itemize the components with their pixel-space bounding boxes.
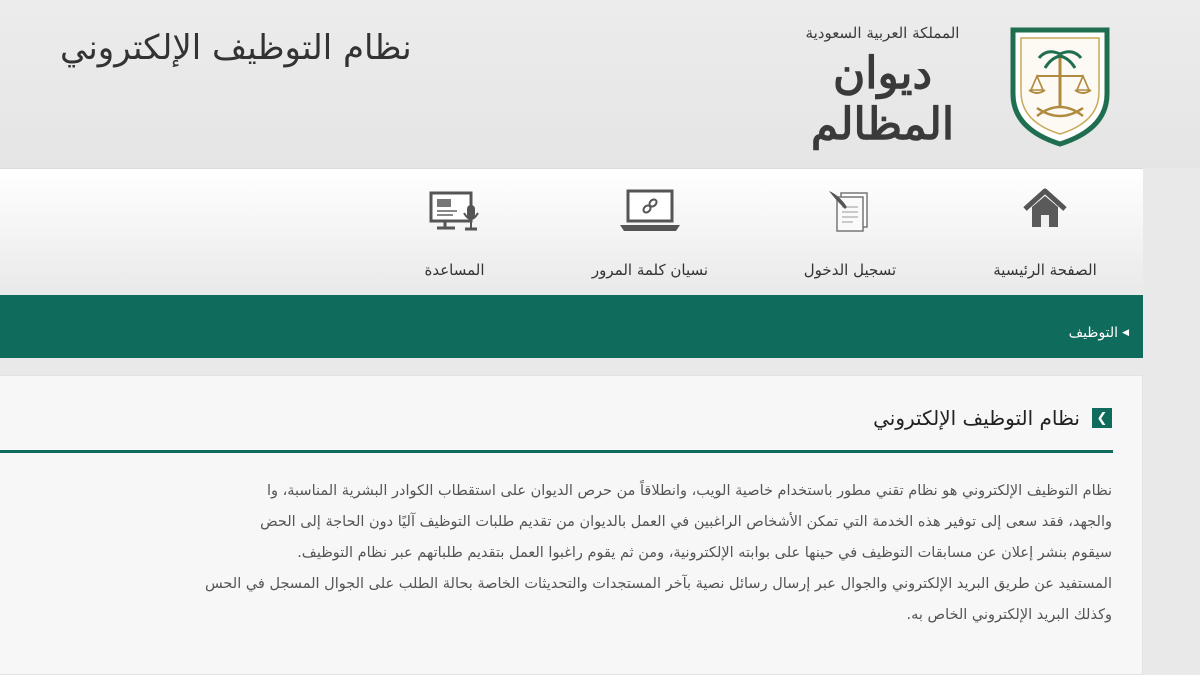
breadcrumb-bar bbox=[0, 295, 1143, 358]
section-title: نظام التوظيف الإلكتروني bbox=[873, 406, 1080, 430]
laptop-link-icon bbox=[618, 187, 682, 233]
site-header bbox=[0, 0, 1200, 168]
heading-divider bbox=[0, 450, 1113, 453]
section-heading bbox=[873, 406, 1112, 430]
chevron-right-icon: ❯ bbox=[1092, 408, 1112, 428]
text-line: والجهد، فقد سعى إلى توفير هذه الخدمة التي تمكن الأشخاص الراغبين في العمل بالديوان من تقديم طلبات التوظيف آليًا دون الحاجة إلى الحض bbox=[260, 514, 1112, 530]
breadcrumb[interactable] bbox=[1069, 325, 1129, 341]
description-text bbox=[0, 476, 1112, 631]
text-line: سيقوم بنشر إعلان عن مسابقات التوظيف في حينها على بوابته الإلكترونية، ومن ثم يقوم راغبوا العمل بتقديم طلباتهم عبر نظام التوظيف. bbox=[297, 545, 1112, 561]
text-line: المستفيد عن طريق البريد الإلكتروني والجوال عبر إرسال رسائل نصية بآخر المستجدات والتحديثات الخاصة بحالة الطلب على الجوال المسجل في الحس bbox=[204, 576, 1112, 592]
nav-item-help[interactable] bbox=[392, 169, 517, 296]
nav-item-label: نسيان كلمة المرور bbox=[591, 261, 709, 279]
logo-small-text: المملكة العربية السعودية bbox=[805, 24, 960, 42]
logo-calligraphy[interactable] bbox=[775, 22, 990, 150]
nav-item-label: تسجيل الدخول bbox=[803, 261, 897, 279]
nav-item-forgot-password[interactable] bbox=[565, 169, 735, 296]
login-document-icon bbox=[825, 187, 875, 237]
breadcrumb-label: التوظيف bbox=[1068, 325, 1119, 341]
nav-item-label: الصفحة الرئيسية bbox=[993, 261, 1097, 279]
main-nav bbox=[0, 168, 1143, 295]
help-monitor-mic-icon bbox=[427, 187, 483, 237]
content-panel bbox=[0, 375, 1143, 675]
text-line: نظام التوظيف الإلكتروني هو نظام تقني مطور باستخدام خاصية الويب، وانطلاقاً من حرص الديوان على استقطاب الكوادر البشرية المناسبة، وا bbox=[266, 483, 1112, 499]
site-title: نظام التوظيف الإلكتروني bbox=[60, 28, 412, 68]
nav-item-home[interactable] bbox=[970, 169, 1120, 296]
home-icon bbox=[1022, 187, 1068, 231]
nav-item-login[interactable] bbox=[775, 169, 925, 296]
logo-big-text: ديوان المظالم bbox=[810, 48, 955, 150]
caret-left-icon: ◀ bbox=[1122, 328, 1129, 338]
text-line: وكذلك البريد الإلكتروني الخاص به. bbox=[906, 607, 1112, 623]
emblem-icon[interactable] bbox=[1007, 24, 1113, 148]
nav-item-label: المساعدة bbox=[424, 261, 485, 279]
